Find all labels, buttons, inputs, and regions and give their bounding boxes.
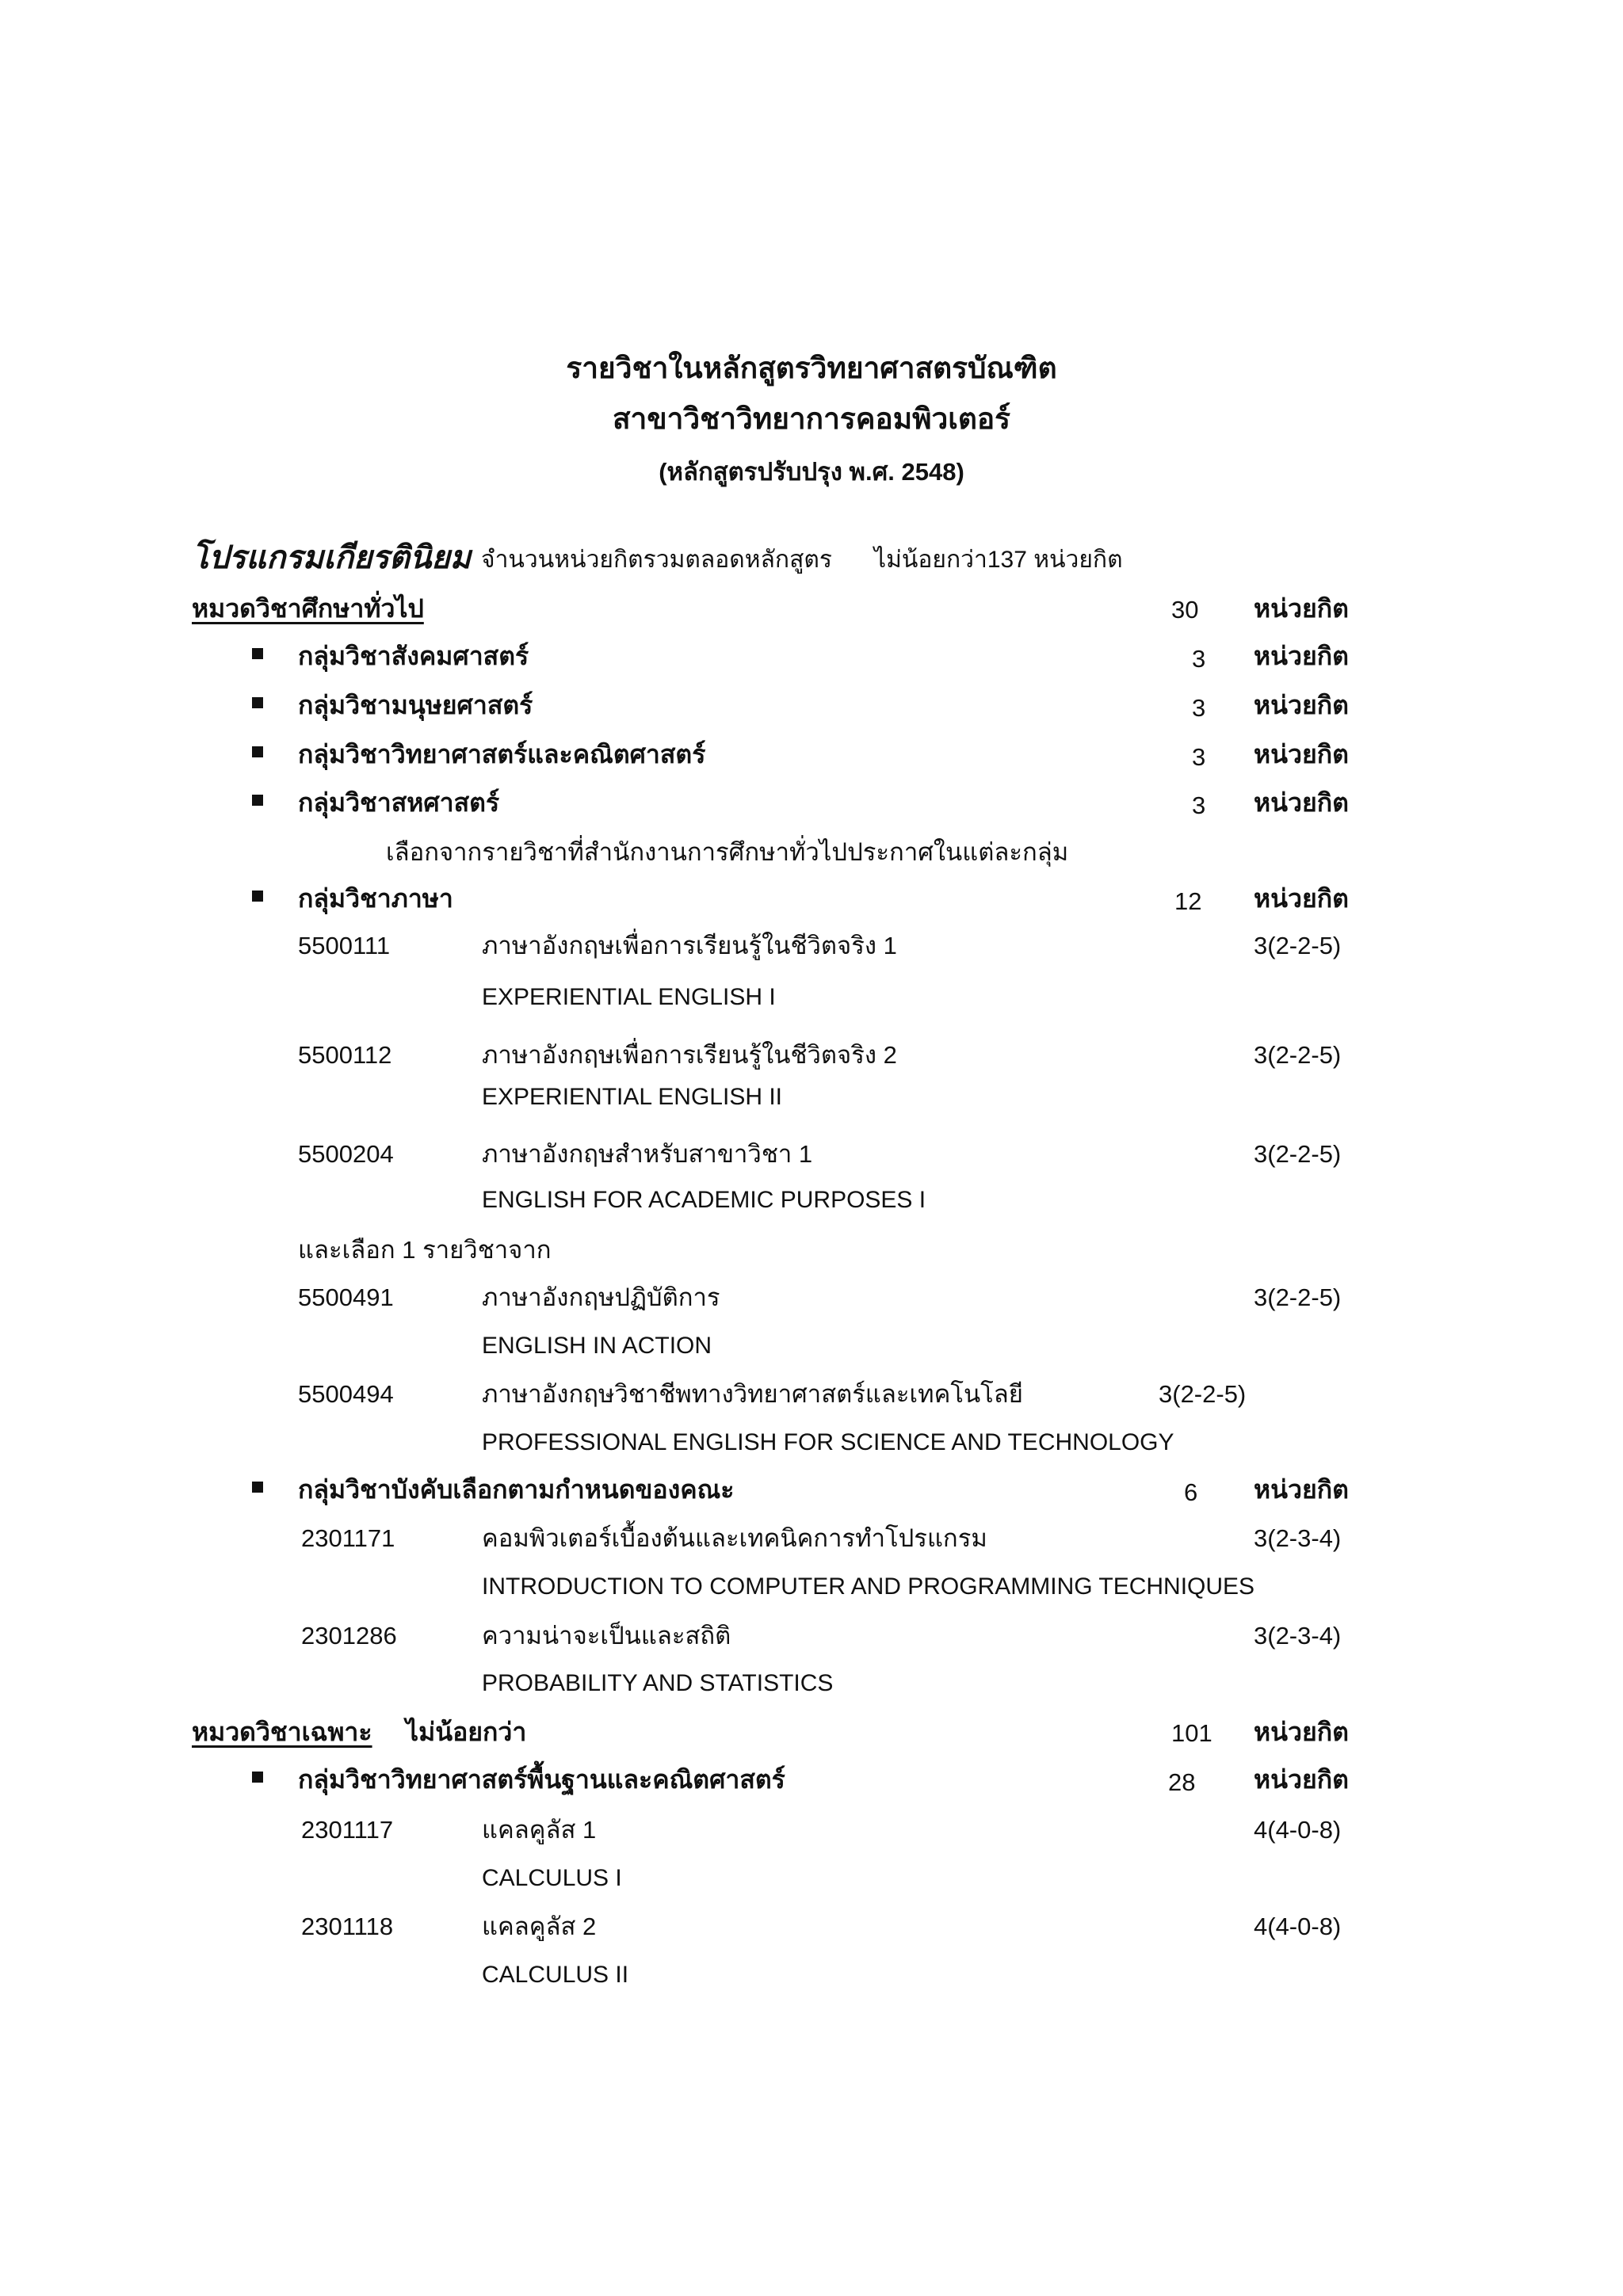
course-name-en: INTRODUCTION TO COMPUTER AND PROGRAMMING TECHNIQUES [482, 1573, 1255, 1600]
program-min-text: ไม่น้อยกว่า137 หน่วยกิต [874, 547, 1123, 573]
course-code: 2301171 [301, 1524, 395, 1552]
course-credits: 3(2-2-5) [1254, 1283, 1342, 1311]
course-name-en: EXPERIENTIAL ENGLISH I [482, 984, 776, 1010]
course-name-en: EXPERIENTIAL ENGLISH II [482, 1084, 782, 1110]
course-name-en: PROFESSIONAL ENGLISH FOR SCIENCE AND TECHNOLOGY [482, 1429, 1174, 1455]
course-name-th: ความน่าจะเป็นและสถิติ [482, 1622, 731, 1650]
language-group-unit: หน่วยกิต [1254, 884, 1349, 913]
faculty-group-unit: หน่วยกิต [1254, 1475, 1349, 1504]
course-code: 2301286 [301, 1622, 397, 1650]
basic-science-group-credits: 28 [1168, 1768, 1196, 1796]
group-science-name: กลุ่มวิชาวิทยาศาสตร์และคณิตศาสตร์ [298, 740, 706, 769]
course-name-en: CALCULUS II [482, 1962, 629, 1988]
course-credits: 3(2-2-5) [1254, 1140, 1342, 1168]
language-group-name: กลุ่มวิชาภาษา [298, 884, 453, 913]
course-name-th: ภาษาอังกฤษวิชาชีพทางวิทยาศาสตร์และเทคโนโลยี [482, 1380, 1023, 1408]
group-science-unit: หน่วยกิต [1254, 740, 1349, 769]
course-code: 5500111 [298, 932, 391, 959]
title-line-2: สาขาวิชาวิทยาการคอมพิวเตอร์ [612, 402, 1011, 435]
group-interdisciplinary-unit: หน่วยกิต [1254, 788, 1349, 817]
group-humanities-credits: 3 [1192, 694, 1206, 722]
language-group-credits: 12 [1174, 887, 1202, 915]
course-credits: 4(4-0-8) [1254, 1816, 1342, 1844]
program-name: โปรแกรมเกียรตินิยม [192, 540, 472, 575]
course-code: 5500491 [298, 1283, 394, 1311]
course-credits: 3(2-2-5) [1254, 932, 1342, 959]
group-interdisciplinary-credits: 3 [1192, 791, 1206, 819]
group-social-credits: 3 [1192, 645, 1206, 673]
course-credits: 3(2-3-4) [1254, 1524, 1342, 1552]
title-line-1: รายวิชาในหลักสูตรวิทยาศาสตรบัณฑิต [566, 352, 1057, 384]
general-unit: หน่วยกิต [1254, 594, 1349, 623]
group-interdisciplinary-name: กลุ่มวิชาสหศาสตร์ [298, 788, 500, 817]
specific-heading-suffix: ไม่น้อยกว่า [406, 1718, 527, 1746]
group-humanities-name: กลุ่มวิชามนุษยศาสตร์ [298, 691, 533, 719]
bullet-icon [252, 1482, 263, 1493]
course-name-th: ภาษาอังกฤษเพื่อการเรียนรู้ในชีวิตจริง 1 [482, 932, 897, 959]
general-heading: หมวดวิชาศึกษาทั่วไป [192, 594, 424, 623]
course-code: 5500494 [298, 1380, 394, 1408]
group-science-credits: 3 [1192, 743, 1206, 771]
course-credits: 3(2-2-5) [1159, 1380, 1247, 1408]
course-name-en: CALCULUS I [482, 1865, 622, 1891]
title-line-3: (หลักสูตรปรับปรุง พ.ศ. 2548) [659, 458, 964, 486]
bullet-icon [252, 795, 263, 806]
course-credits: 3(2-2-5) [1254, 1041, 1342, 1069]
course-credits: 4(4-0-8) [1254, 1913, 1342, 1940]
course-code: 2301117 [301, 1816, 394, 1844]
course-code: 2301118 [301, 1913, 394, 1940]
group-social-name: กลุ่มวิชาสังคมศาสตร์ [298, 642, 529, 670]
bullet-icon [252, 1772, 263, 1783]
course-code: 5500112 [298, 1041, 392, 1069]
choose-one-text: และเลือก 1 รายวิชาจาก [298, 1236, 552, 1264]
group-humanities-unit: หน่วยกิต [1254, 691, 1349, 719]
faculty-group-name: กลุ่มวิชาบังคับเลือกตามกำหนดของคณะ [298, 1475, 735, 1504]
basic-science-group-unit: หน่วยกิต [1254, 1765, 1349, 1794]
bullet-icon [252, 648, 263, 659]
specific-heading: หมวดวิชาเฉพาะ [192, 1718, 372, 1746]
course-name-en: PROBABILITY AND STATISTICS [482, 1670, 834, 1696]
course-name-th: ภาษาอังกฤษเพื่อการเรียนรู้ในชีวิตจริง 2 [482, 1041, 897, 1069]
specific-credits: 101 [1171, 1719, 1212, 1747]
course-name-th: แคลคูลัส 1 [482, 1816, 597, 1844]
bullet-icon [252, 697, 263, 708]
course-name-en: ENGLISH IN ACTION [482, 1333, 712, 1359]
course-name-en: ENGLISH FOR ACADEMIC PURPOSES I [482, 1187, 926, 1213]
specific-unit: หน่วยกิต [1254, 1718, 1349, 1746]
general-credits: 30 [1171, 596, 1199, 624]
bullet-icon [252, 746, 263, 757]
course-credits: 3(2-3-4) [1254, 1622, 1342, 1650]
course-name-th: ภาษาอังกฤษปฏิบัติการ [482, 1283, 720, 1311]
faculty-group-credits: 6 [1184, 1478, 1198, 1506]
basic-science-group-name: กลุ่มวิชาวิทยาศาสตร์พื้นฐานและคณิตศาสตร์ [298, 1765, 785, 1794]
bullet-icon [252, 891, 263, 902]
group-social-unit: หน่วยกิต [1254, 642, 1349, 670]
course-name-th: คอมพิวเตอร์เบื้องต้นและเทคนิคการทำโปรแกรม [482, 1524, 987, 1552]
course-name-th: แคลคูลัส 2 [482, 1913, 597, 1940]
course-name-th: ภาษาอังกฤษสำหรับสาขาวิชา 1 [482, 1140, 813, 1168]
course-code: 5500204 [298, 1140, 394, 1168]
program-total-text: จำนวนหน่วยกิตรวมตลอดหลักสูตร [481, 547, 832, 573]
general-note: เลือกจากรายวิชาที่สำนักงานการศึกษาทั่วไปประกาศในแต่ละกลุ่ม [386, 838, 1069, 866]
